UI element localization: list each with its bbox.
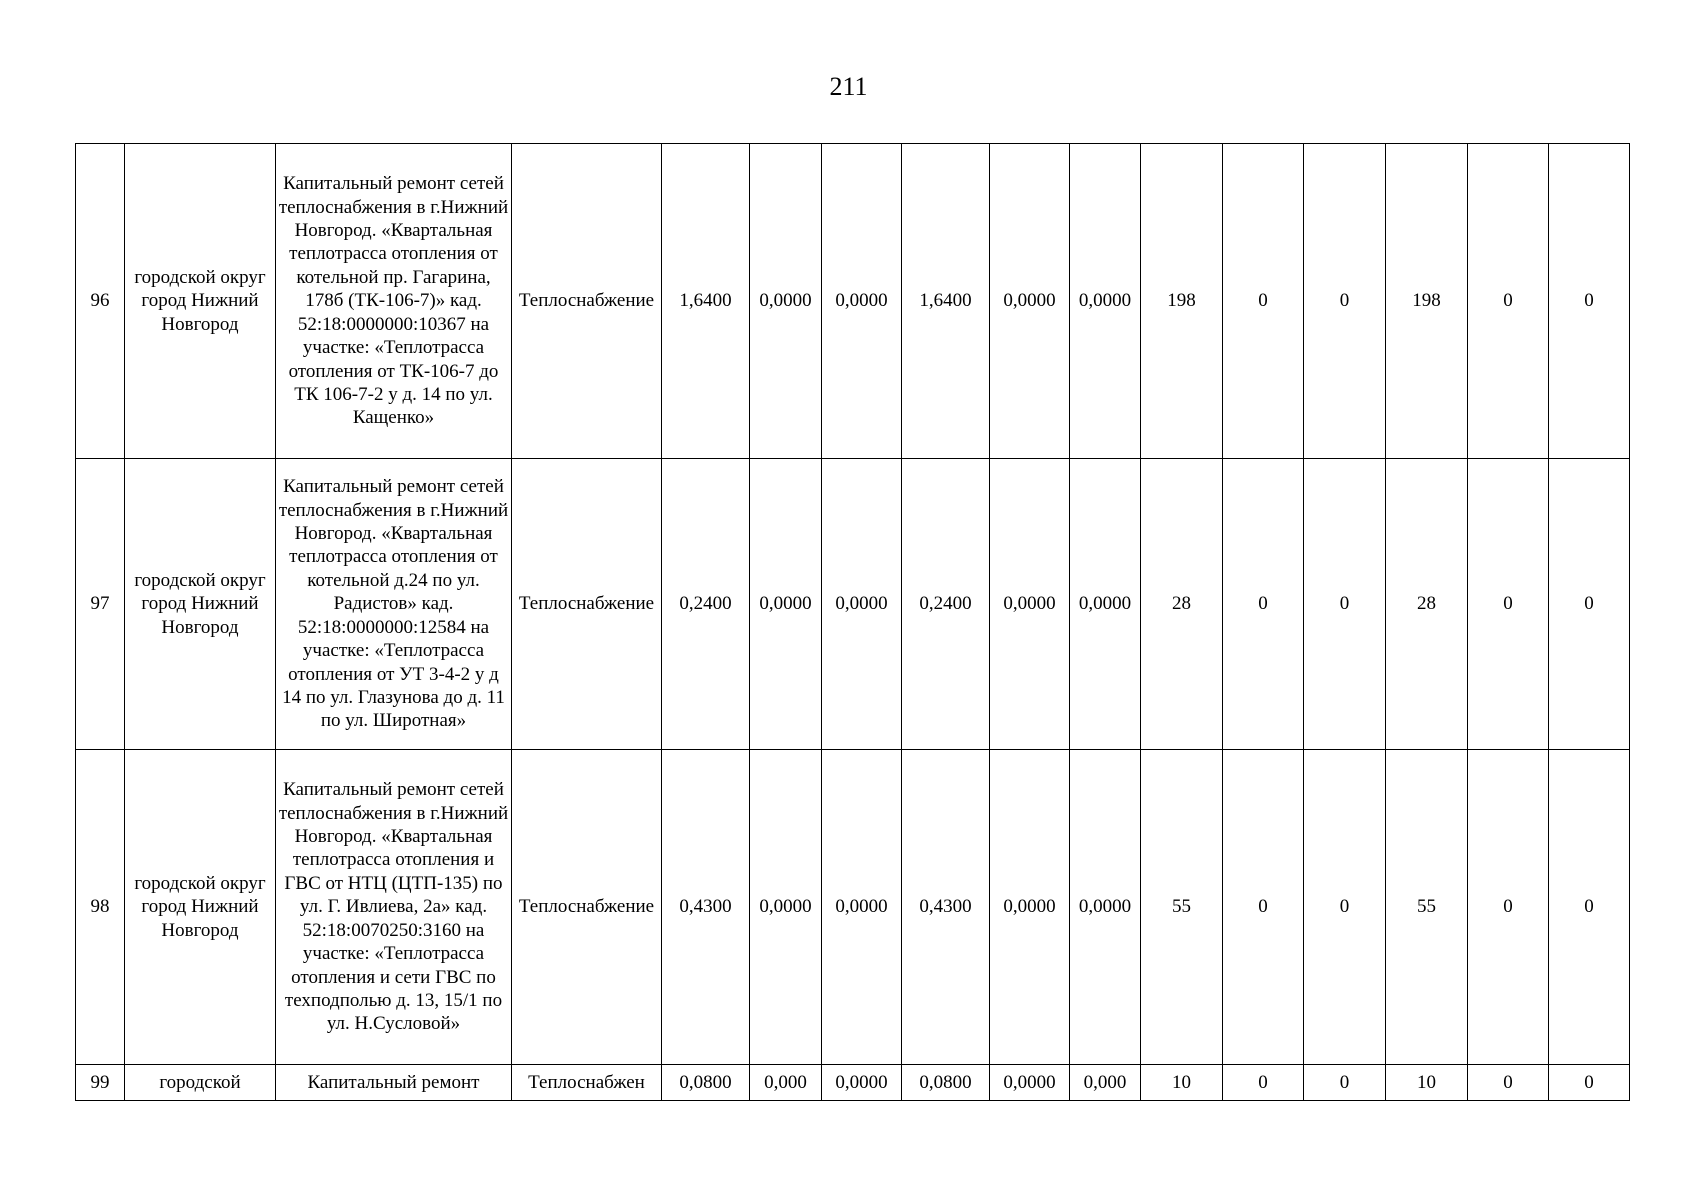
value-cell-3: 0,0000 [822,459,902,750]
row-number: 96 [76,144,125,459]
value-cell-2: 0,0000 [750,144,822,459]
value-cell-2: 0,0000 [750,750,822,1065]
description-cell: Капитальный ремонт сетей теплоснабжения в г.Нижний Новгород. «Квартальная теплотрасса отопления и ГВС от НТЦ (ЦТП-135) по ул. Г. Ивлиева, 2а» кад. 52:18:0070250:3160 на участке: «Теплотрасса отопления и сети ГВС по техподполью д. 13, 15/1 по ул. Н.Сусловой» [276,750,512,1065]
value-cell-11: 0 [1468,144,1549,459]
value-cell-4: 0,0800 [902,1065,990,1101]
table-row [76,459,1630,750]
capital-repair-table [75,143,1630,1101]
value-cell-5: 0,0000 [990,144,1070,459]
value-cell-6: 0,0000 [1070,750,1141,1065]
value-cell-12: 0 [1549,144,1630,459]
row-number: 99 [76,1065,125,1101]
value-cell-3: 0,0000 [822,1065,902,1101]
value-cell-12: 0 [1549,750,1630,1065]
municipality-cell: городской округ город Нижний Новгород [125,750,276,1065]
value-cell-8: 0 [1223,459,1304,750]
table-row [76,1065,1630,1101]
value-cell-12: 0 [1549,459,1630,750]
value-cell-1: 1,6400 [662,144,750,459]
value-cell-6: 0,0000 [1070,144,1141,459]
value-cell-10: 198 [1386,144,1468,459]
value-cell-9: 0 [1304,750,1386,1065]
value-cell-6: 0,000 [1070,1065,1141,1101]
sector-cell: Теплоснабжение [512,750,662,1065]
value-cell-3: 0,0000 [822,750,902,1065]
description-cell: Капитальный ремонт сетей теплоснабжения в г.Нижний Новгород. «Квартальная теплотрасса отопления от котельной д.24 по ул. Радистов» кад. 52:18:0000000:12584 на участке: «Теплотрасса отопления от УТ 3-4-2 у д 14 по ул. Глазунова до д. 11 по ул. Широтная» [276,459,512,750]
page-number: 211 [829,72,868,101]
sector-cell: Теплоснабжение [512,144,662,459]
value-cell-10: 28 [1386,459,1468,750]
value-cell-1: 0,2400 [662,459,750,750]
table-row [76,144,1630,459]
value-cell-11: 0 [1468,750,1549,1065]
value-cell-12: 0 [1549,1065,1630,1101]
value-cell-2: 0,0000 [750,459,822,750]
value-cell-8: 0 [1223,1065,1304,1101]
value-cell-4: 0,2400 [902,459,990,750]
description-cell: Капитальный ремонт [276,1065,512,1101]
municipality-cell: городской округ город Нижний Новгород [125,459,276,750]
value-cell-2: 0,000 [750,1065,822,1101]
value-cell-9: 0 [1304,144,1386,459]
value-cell-7: 198 [1141,144,1223,459]
row-number: 97 [76,459,125,750]
value-cell-8: 0 [1223,144,1304,459]
value-cell-4: 0,4300 [902,750,990,1065]
value-cell-8: 0 [1223,750,1304,1065]
row-number: 98 [76,750,125,1065]
value-cell-7: 10 [1141,1065,1223,1101]
value-cell-11: 0 [1468,459,1549,750]
value-cell-7: 55 [1141,750,1223,1065]
value-cell-5: 0,0000 [990,459,1070,750]
municipality-cell: городской округ город Нижний Новгород [125,144,276,459]
value-cell-3: 0,0000 [822,144,902,459]
table-row [76,750,1630,1065]
value-cell-9: 0 [1304,1065,1386,1101]
municipality-cell: городской [125,1065,276,1101]
value-cell-1: 0,0800 [662,1065,750,1101]
value-cell-4: 1,6400 [902,144,990,459]
value-cell-10: 10 [1386,1065,1468,1101]
value-cell-5: 0,0000 [990,750,1070,1065]
value-cell-6: 0,0000 [1070,459,1141,750]
sector-cell: Теплоснабжен [512,1065,662,1101]
sector-cell: Теплоснабжение [512,459,662,750]
value-cell-10: 55 [1386,750,1468,1065]
description-cell: Капитальный ремонт сетей теплоснабжения в г.Нижний Новгород. «Квартальная теплотрасса отопления от котельной пр. Гагарина, 178б (ТК-106-7)» кад. 52:18:0000000:10367 на участке: «Теплотрасса отопления от ТК-106-7 до ТК 106-7-2 у д. 14 по ул. Кащенко» [276,144,512,459]
value-cell-5: 0,0000 [990,1065,1070,1101]
value-cell-11: 0 [1468,1065,1549,1101]
value-cell-1: 0,4300 [662,750,750,1065]
value-cell-7: 28 [1141,459,1223,750]
value-cell-9: 0 [1304,459,1386,750]
